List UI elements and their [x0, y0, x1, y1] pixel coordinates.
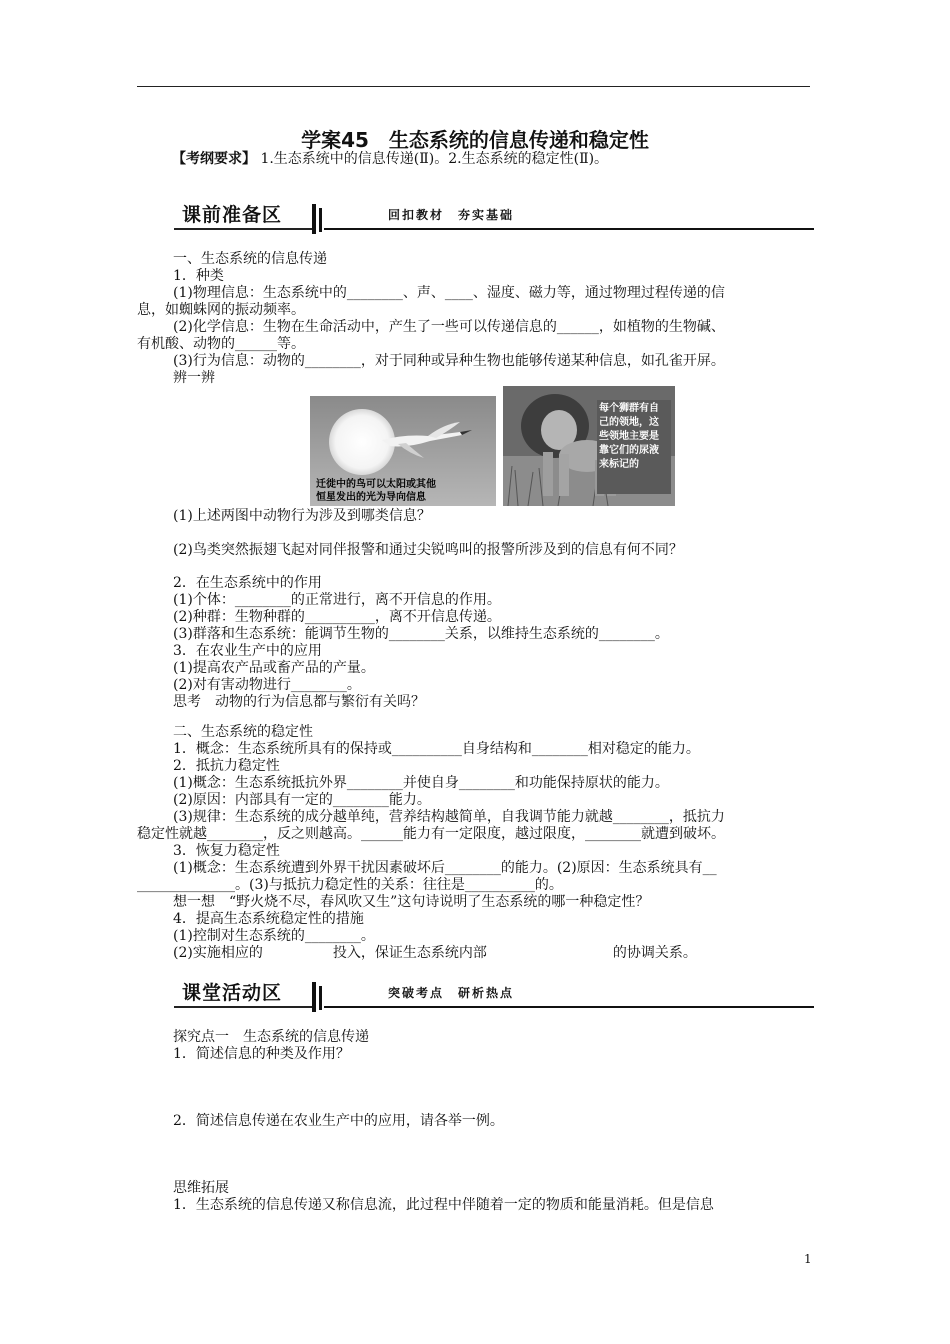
requirements-text: 1.生态系统中的信息传递(Ⅱ)。2.生态系统的稳定性(Ⅱ)。 [256, 151, 609, 167]
syllabus-requirements [172, 148, 608, 168]
banner-tag: 课前准备区 [174, 204, 312, 230]
info-transfer-roles: 2．在生态系统中的作用 (1)个体：________的正常进行，离不开信息的作用。 (2)种群：生物种群的__________，离不开信息传递。 (3)群落和生态系统：能调节生物的________关系，以维持生态系统的________。 3．在农业生产中的应用 (1)提高农产品或畜产品的产量。 (2)对有害动物进行________。 思考 动物的行为信息都与繁衍有关吗？ [173, 575, 669, 710]
thinking-extension: 思维拓展 1．生态系统的信息传递又称信息流，此过程中伴随着一定的物质和能量消耗。但是信息 [173, 1180, 714, 1213]
requirements-label: 【考纲要求】 [172, 151, 256, 167]
migrating-bird-photo [310, 396, 496, 506]
lion-caption: 每个狮群有自 己的领地，这 些领地主要是 靠它们的尿液 来标记的 [599, 403, 659, 470]
info-transfer-types: 一、生态系统的信息传递 1．种类 (1)物理信息：生态系统中的________、声、____、湿度、磁力等，通过物理过程传递的信 息，如蜘蛛网的振动频率。 (2)化学信息：生物在生命活动中，产生了一些可以传递信息的______，如植物的生物碱、 有机酸、动物的______等。 (3)行为信息：动物的________，对于同种或异种生物也能够传递某种信息，如孔雀开屏。 辨一辨 [137, 251, 725, 386]
header-rule [137, 86, 810, 87]
page-number: 1 [804, 1252, 812, 1266]
section-banner-preview [174, 204, 814, 230]
section-banner-classroom [174, 982, 814, 1008]
info-transfer-questions: (1)上述两图中动物行为涉及到哪类信息？ [173, 508, 431, 524]
lion-photo [503, 386, 675, 506]
page-title: 学案45 生态系统的信息传递和稳定性 [301, 128, 649, 152]
banner-subtitle: 回扣教材 夯实基础 [388, 208, 515, 222]
ecosystem-stability: 二、生态系统的稳定性 1．概念：生态系统所具有的保持或__________自身结构和________相对稳定的能力。 2．抵抗力稳定性 (1)概念：生态系统抵抗外界________并使自身________和功能保持原状的能力。 (2)原因：内部具有一定的________能力。 (3)规律：生态系统的成分越单纯，营养结构越简单，自我调节能力就越________，抵抗力 稳定性就越________，反之则越高。______能力有一定限度，越过限度，________就遭到破坏。 3．恢复力稳定性 (1)概念：生态系统遭到外界干扰因素破坏后________的能力。(2)原因：生态系统具有__ ______________。(3)与抵抗力稳定性的关系：往往是__________的。 想一想 “野火烧不尽，春风吹又生”这句诗说明了生态系统的哪一种稳定性？ 4．提高生态系统稳定性的措施 (1)控制对生态系统的________。 (2)实施相应的 投入，保证生态系统内部 的协调关系。 [137, 724, 725, 961]
bird-caption: 迁徙中的鸟可以太阳或其他 恒星发出的光为导向信息 [316, 479, 436, 503]
inquiry-point-one: 探究点一 生态系统的信息传递 1．简述信息的种类及作用？ [173, 1029, 369, 1062]
banner-tag: 课堂活动区 [174, 982, 312, 1008]
banner-subtitle: 突破考点 研析热点 [388, 986, 515, 1000]
